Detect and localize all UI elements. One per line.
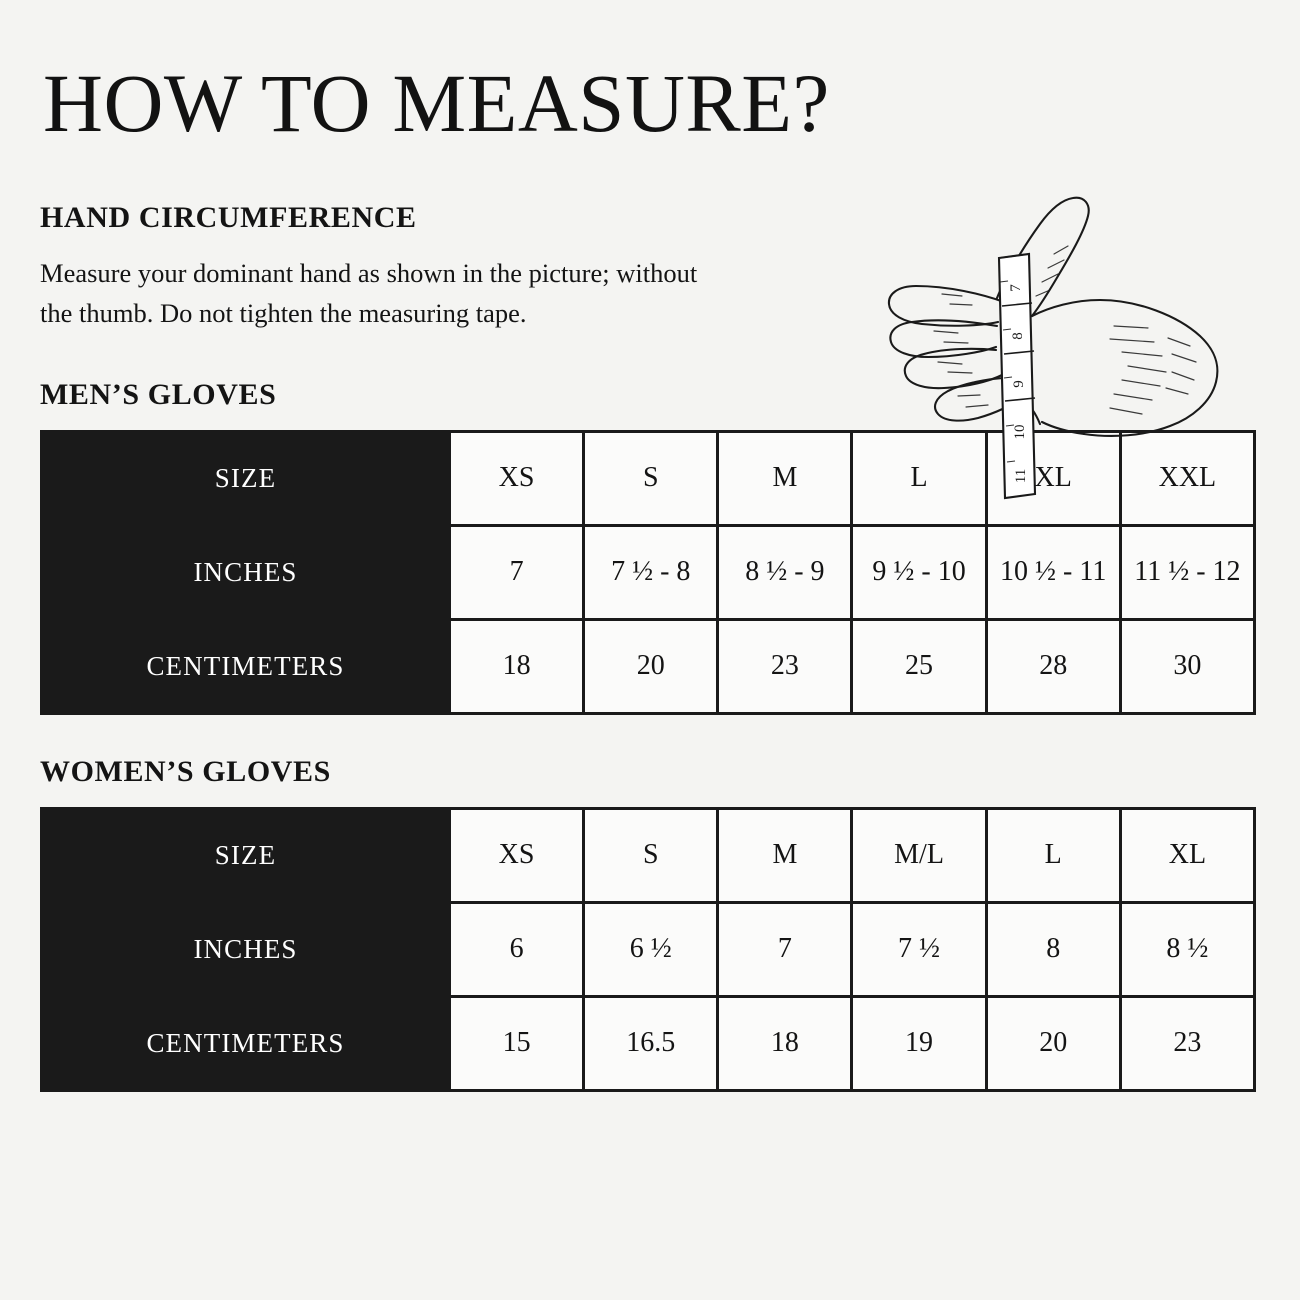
cell: S (584, 808, 718, 902)
cell: 23 (718, 619, 852, 713)
womens-gloves-heading: WOMEN’S GLOVES (40, 754, 331, 788)
cell: XXL (1120, 431, 1254, 525)
cell: 11 ½ - 12 (1120, 525, 1254, 619)
page-title: HOW TO MEASURE? (43, 57, 830, 149)
cell: M/L (852, 808, 986, 902)
cell: 8 ½ - 9 (718, 525, 852, 619)
mens-gloves-heading: MEN’S GLOVES (40, 377, 277, 411)
cell: 7 ½ (852, 902, 986, 996)
cell: 6 ½ (584, 902, 718, 996)
cell: M (718, 431, 852, 525)
row-label: INCHES (42, 902, 450, 996)
cell: L (986, 808, 1120, 902)
cell: 16.5 (584, 996, 718, 1090)
cell: 7 ½ - 8 (584, 525, 718, 619)
cell: L (852, 431, 986, 525)
cell: 23 (1120, 996, 1254, 1090)
hand-circumference-body: Measure your dominant hand as shown in the picture; without the thumb. Do not tighten the measuring tape. (40, 258, 698, 329)
tape-mark-9: 9 (1011, 380, 1027, 388)
table-row (42, 902, 1255, 996)
cell: 30 (1120, 619, 1254, 713)
table-row (42, 525, 1255, 619)
cell: 15 (450, 996, 584, 1090)
cell: 7 (718, 902, 852, 996)
row-label: INCHES (42, 525, 450, 619)
cell: 18 (450, 619, 584, 713)
row-label: CENTIMETERS (42, 619, 450, 713)
cell: 25 (852, 619, 986, 713)
row-label: SIZE (42, 431, 450, 525)
cell: 8 ½ (1120, 902, 1254, 996)
cell: M (718, 808, 852, 902)
table-row (42, 619, 1255, 713)
tape-mark-10: 10 (1012, 424, 1028, 440)
womens-size-table (40, 807, 1256, 1092)
row-label: CENTIMETERS (42, 996, 450, 1090)
cell: 7 (450, 525, 584, 619)
row-label: SIZE (42, 808, 450, 902)
cell: 18 (718, 996, 852, 1090)
tape-mark-11: 11 (1013, 468, 1029, 484)
tape-mark-7: 7 (1008, 284, 1024, 292)
table-row (42, 996, 1255, 1090)
cell: 10 ½ - 11 (986, 525, 1120, 619)
cell: XL (986, 431, 1120, 525)
cell: 20 (986, 996, 1120, 1090)
cell: 19 (852, 996, 986, 1090)
cell: 28 (986, 619, 1120, 713)
hand-circumference-heading: HAND CIRCUMFERENCE (40, 201, 417, 234)
hand-illustration (792, 176, 1242, 526)
cell: XS (450, 808, 584, 902)
cell: 6 (450, 902, 584, 996)
tape-mark-8: 8 (1010, 332, 1026, 340)
cell: 20 (584, 619, 718, 713)
cell: S (584, 431, 718, 525)
cell: 8 (986, 902, 1120, 996)
cell: XL (1120, 808, 1254, 902)
table-row (42, 808, 1255, 902)
cell: XS (450, 431, 584, 525)
cell: 9 ½ - 10 (852, 525, 986, 619)
